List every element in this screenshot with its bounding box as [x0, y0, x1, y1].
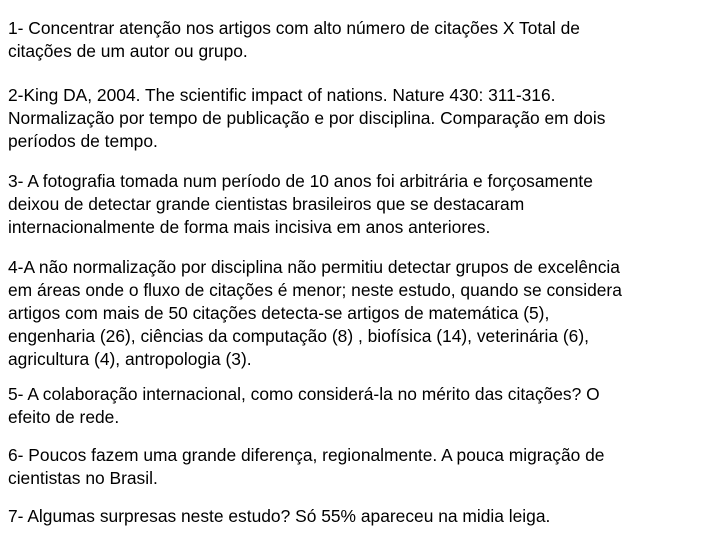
text-line: 5- A colaboração internacional, como considerá-la no mérito das citações? O [8, 384, 600, 404]
text-line: efeito de rede. [8, 407, 120, 427]
text-line: deixou de detectar grande cientistas brasileiros que se destacaram [8, 194, 525, 214]
text-line: em áreas onde o fluxo de citações é menor; neste estudo, quando se considera [8, 280, 622, 300]
point-6 [8, 444, 604, 490]
text-line: internacionalmente de forma mais incisiva em anos anteriores. [8, 217, 491, 237]
point-7 [8, 505, 550, 528]
text-line: Normalização por tempo de publicação e por disciplina. Comparação em dois [8, 108, 606, 128]
text-line: artigos com mais de 50 citações detecta-se artigos de matemática (5), [8, 303, 550, 323]
text-line: 2-King DA, 2004. The scientific impact of nations. Nature 430: 311-316. [8, 85, 556, 105]
text-line: citações de um autor ou grupo. [8, 41, 248, 61]
point-1 [8, 17, 580, 63]
point-3 [8, 170, 593, 239]
text-line: engenharia (26), ciências da computação (8) , biofísica (14), veterinária (6), [8, 326, 589, 346]
text-line: períodos de tempo. [8, 131, 158, 151]
text-line: agricultura (4), antropologia (3). [8, 349, 252, 369]
point-4 [8, 256, 622, 371]
point-5 [8, 383, 600, 429]
text-line: 7- Algumas surpresas neste estudo? Só 55% apareceu na midia leiga. [8, 506, 551, 526]
text-line: 4-A não normalização por disciplina não permitiu detectar grupos de excelência [8, 257, 620, 277]
text-line: cientistas no Brasil. [8, 468, 158, 488]
text-line: 6- Poucos fazem uma grande diferença, regionalmente. A pouca migração de [8, 445, 605, 465]
text-line: 3- A fotografia tomada num período de 10 anos foi arbitrária e forçosamente [8, 171, 593, 191]
text-line: 1- Concentrar atenção nos artigos com alto número de citações X Total de [8, 18, 580, 38]
point-2 [8, 84, 605, 153]
